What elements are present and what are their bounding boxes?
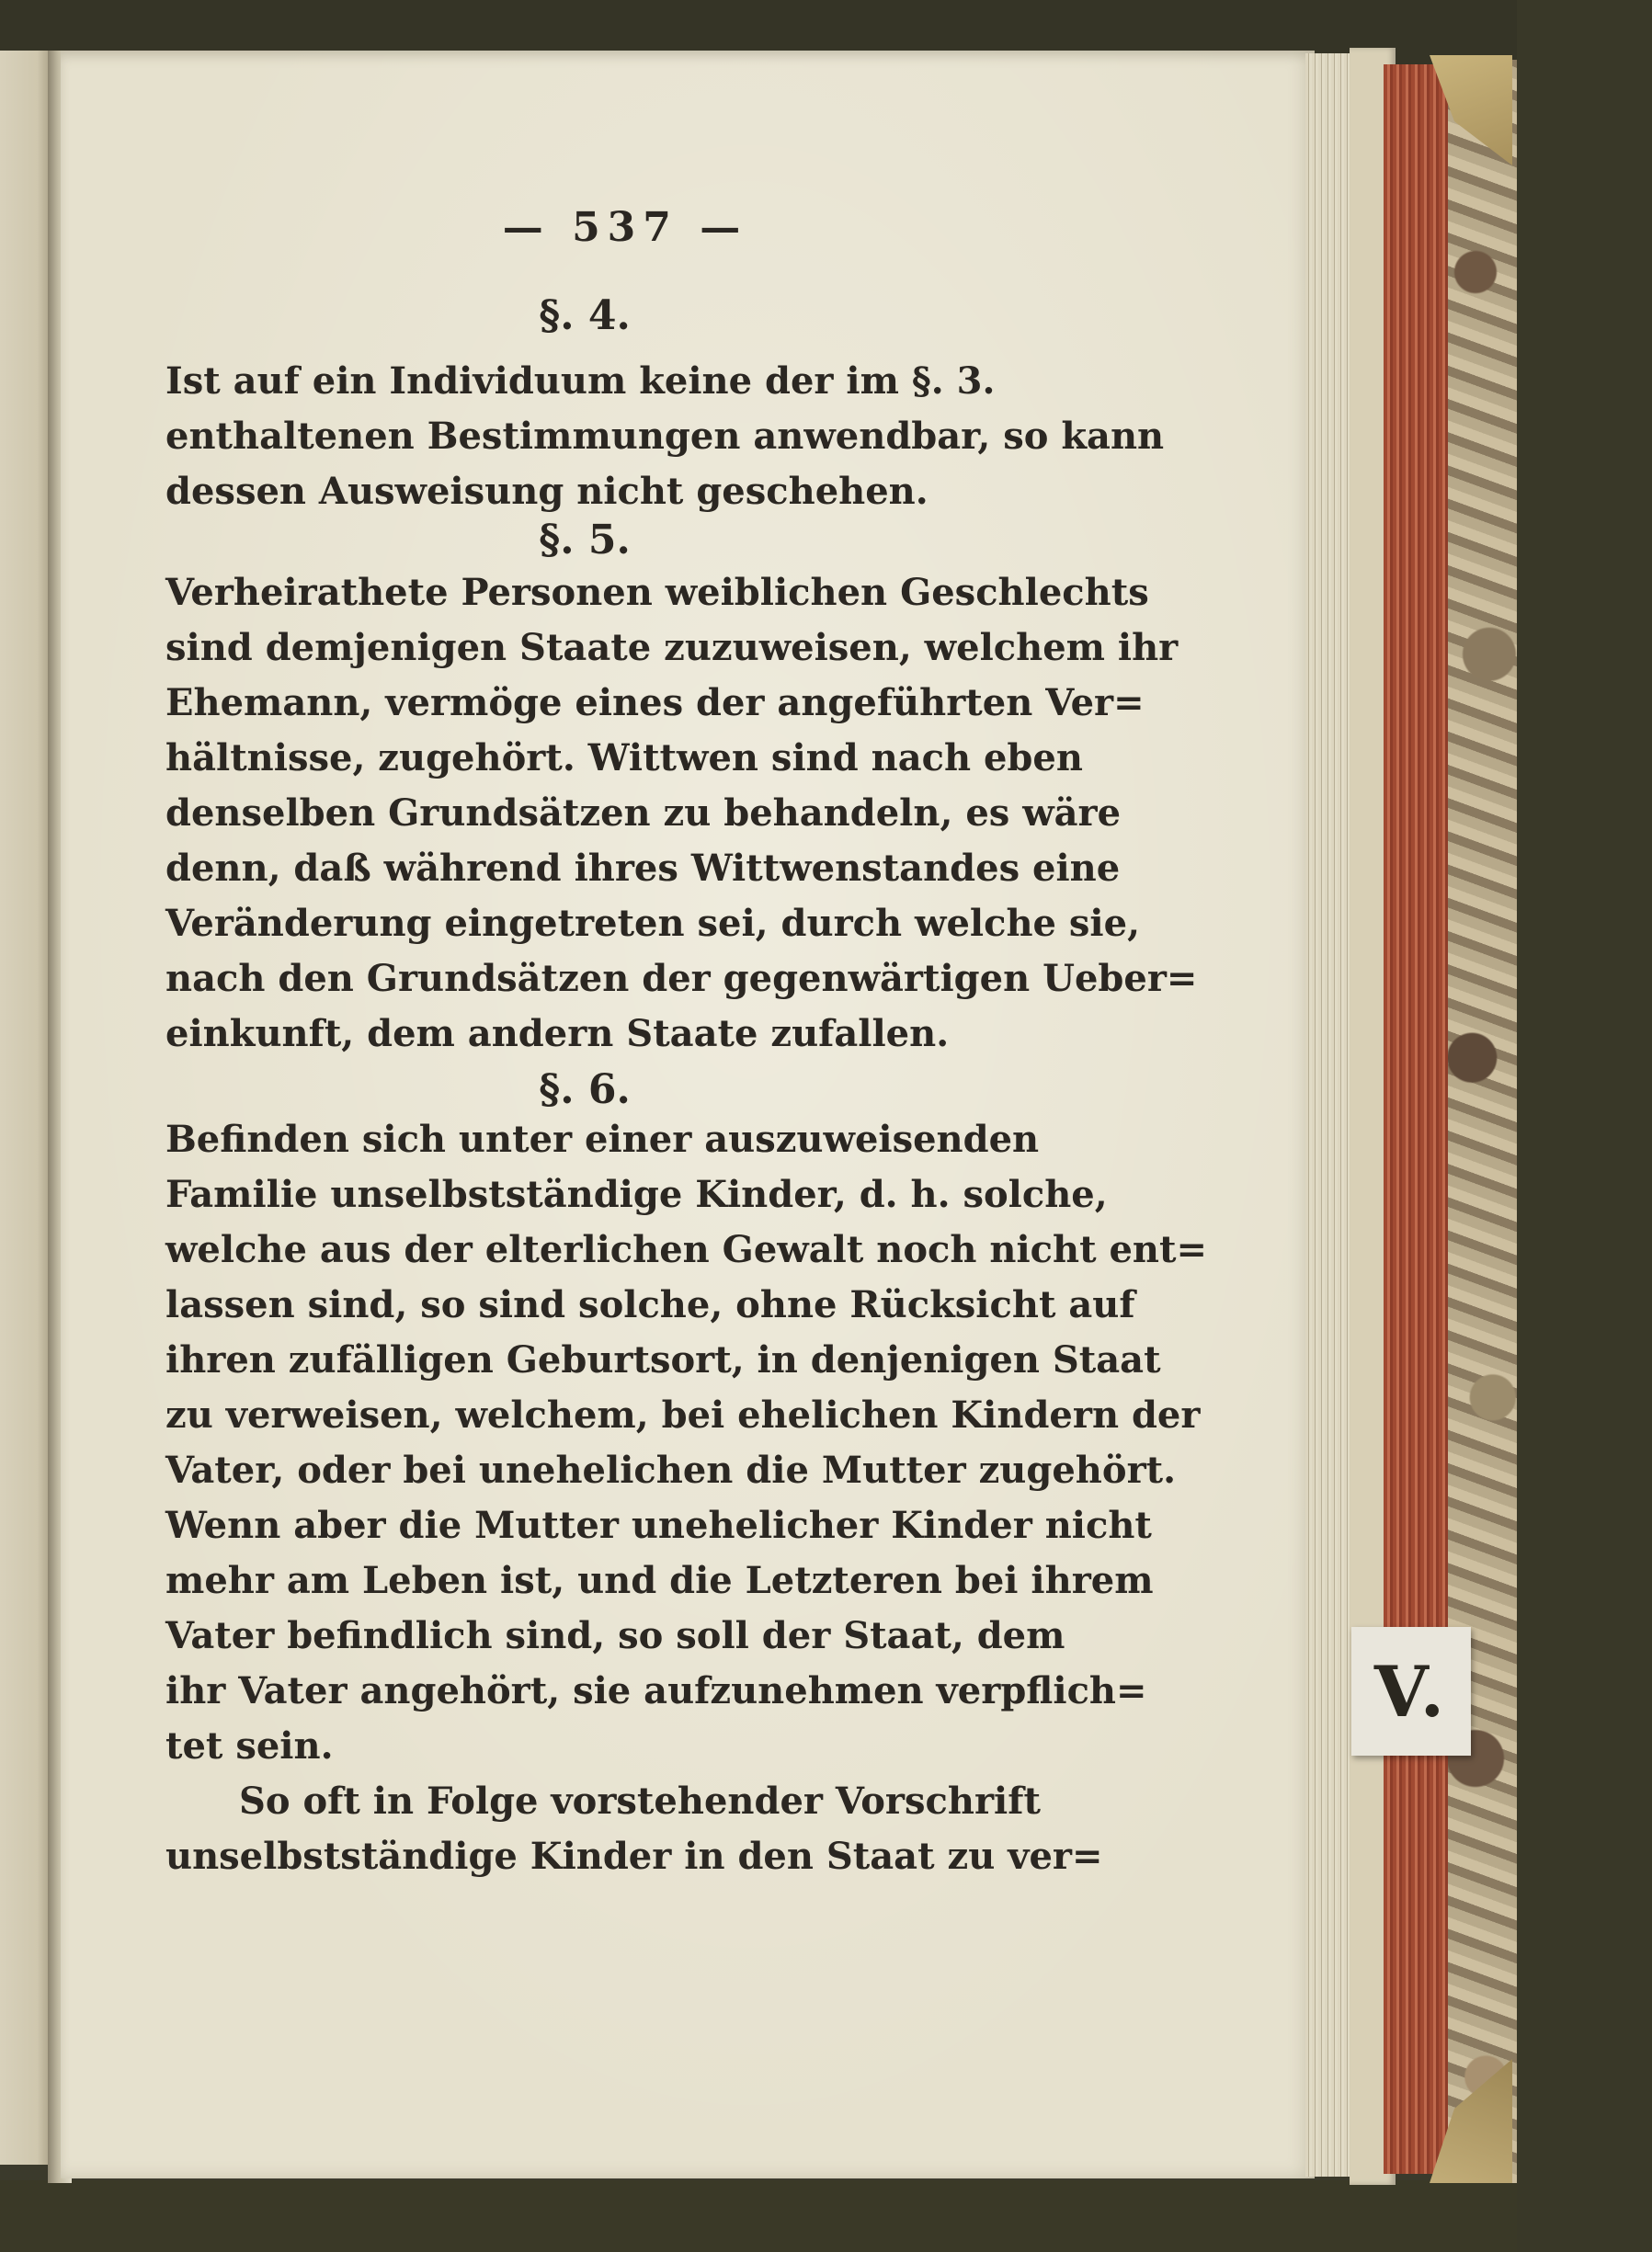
text-line: Ist auf ein Individuum keine der im §. 3. [165, 359, 996, 403]
text-line: welche aus der elterlichen Gewalt noch nicht ent= [165, 1228, 1208, 1271]
text-line: Vater befindlich sind, so soll der Staat, dem [165, 1614, 1065, 1657]
text-line: ihr Vater angehört, sie aufzunehmen verpflich= [165, 1669, 1147, 1712]
text-line: nach den Grundsätzen der gegenwärtigen Ueber= [165, 957, 1198, 1000]
text-line: hältnisse, zugehört. Wittwen sind nach eben [165, 736, 1083, 779]
thumb-index-tab[interactable] [1351, 1627, 1471, 1756]
section-body [165, 354, 1165, 519]
page-block-edges [1305, 53, 1353, 2177]
text-line: lassen sind, so sind solche, ohne Rücksicht auf [165, 1283, 1135, 1326]
text-line: So oft in Folge vorstehender Vorschrift [239, 1780, 1041, 1823]
text-line: dessen Ausweisung nicht geschehen. [165, 470, 929, 513]
text-line: Wenn aber die Mutter unehelicher Kinder nicht [165, 1504, 1152, 1547]
background [0, 2180, 1652, 2252]
text-line: denselben Grundsätzen zu behandeln, es wäre [165, 791, 1122, 835]
text-line: ihren zufälligen Geburtsort, in denjenigen Staat [165, 1338, 1161, 1382]
section-heading: §. 5. [539, 517, 631, 563]
text-line: Ehemann, vermöge eines der angeführten Ver= [165, 681, 1145, 724]
text-line: Veränderung eingetreten sei, durch welche sie, [165, 902, 1140, 945]
paragraph [165, 1774, 1103, 1884]
section-body [165, 565, 1198, 1062]
text-line: Befinden sich unter einer auszuweisenden [165, 1118, 1040, 1161]
text-line: tet sein. [165, 1724, 334, 1768]
text-line: unselbstständige Kinder in den Staat zu ver= [165, 1835, 1103, 1878]
text-line: Familie unselbstständige Kinder, d. h. solche, [165, 1173, 1108, 1216]
red-sprinkled-page-edge [1384, 64, 1453, 2174]
page-number: — 537 — [502, 204, 748, 251]
text-line: einkunft, dem andern Staate zufallen. [165, 1012, 950, 1055]
tab-label: V. [1373, 1650, 1449, 1733]
previous-page-edge [0, 51, 53, 2165]
section-body [165, 1112, 1208, 1774]
background [1517, 0, 1652, 2252]
text-line: Verheirathete Personen weiblichen Geschlechts [165, 571, 1149, 614]
text-line: enthaltenen Bestimmungen anwendbar, so kann [165, 415, 1165, 458]
text-line: Vater, oder bei unehelichen die Mutter zugehört. [165, 1449, 1177, 1492]
text-line: sind demjenigen Staate zuzuweisen, welchem ihr [165, 626, 1179, 669]
section-heading: §. 4. [539, 292, 631, 339]
text-line: mehr am Leben ist, und die Letzteren bei ihrem [165, 1559, 1154, 1602]
text-line: zu verweisen, welchem, bei ehelichen Kindern der [165, 1393, 1201, 1437]
section-heading: §. 6. [539, 1066, 631, 1113]
text-line: denn, daß während ihres Wittwenstandes eine [165, 847, 1121, 890]
marbled-cover [1448, 60, 1517, 2183]
